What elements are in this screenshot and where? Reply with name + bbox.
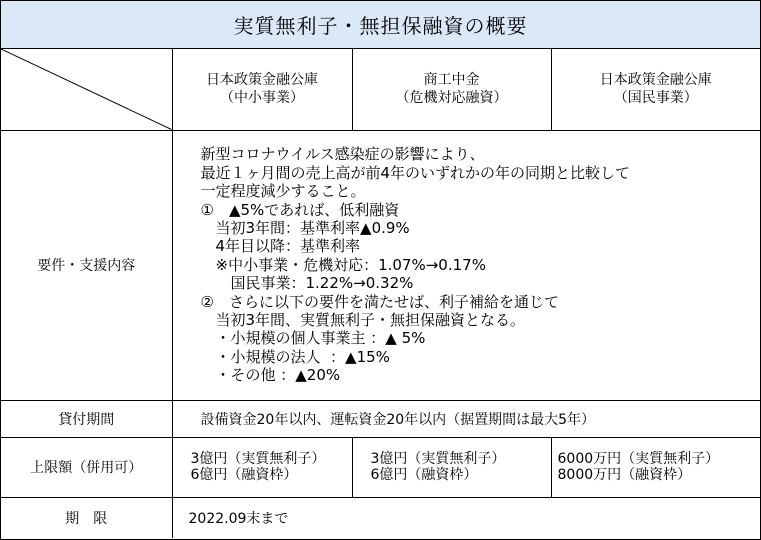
limit-line1: 6000万円（実質無利子） [557,451,720,467]
requirements-line: 新型コロナウイルス感染症の影響により、 [200,145,485,164]
column-header-line1: 商工中金 [423,72,480,89]
requirements-label: 要件・支援内容 [1,130,172,400]
requirements-line: ・その他 ：▲20% [200,366,341,385]
limit-cell-jfc-sme [172,437,352,497]
requirements-line: 当初3年間：基準利率▲0.9% [200,218,410,237]
limit-line2: 6億円（融資枠） [370,467,478,483]
loan-period-label: 貸付期間 [1,400,172,437]
diagonal-line [1,49,172,130]
deadline-value: 2022.09末まで [172,497,760,538]
requirements-line: 当初3年間、実質無利子・無担保融資となる。 [200,311,526,330]
limit-line2: 8000万円（融資枠） [557,467,692,483]
corner-cell [1,49,172,130]
limit-line1: 3億円（実質無利子） [370,451,506,467]
deadline-row [1,497,760,538]
column-header-line2: （中小事業） [220,90,304,107]
loan-period-value: 設備資金20年以内、運転資金20年以内（据置期間は最大5年） [172,400,760,437]
requirements-line: ① ▲5%であれば、低利融資 [200,200,400,219]
column-header-line2: （国民事業） [613,90,698,107]
requirements-line: ・小規模の法人 ：▲15% [200,347,390,366]
requirements-row [1,130,760,400]
requirements-line: 4年目以降：基準利率 [200,237,361,256]
limit-row [1,437,760,497]
requirements-content [172,130,760,400]
deadline-label: 期 限 [1,497,172,538]
column-header-shoko-chukin [352,49,551,130]
requirements-text [173,137,761,392]
limit-label: 上限額（併用可） [1,437,172,497]
limit-cell-shoko-chukin [352,437,551,497]
loan-period-row [1,400,760,437]
requirements-line: ② さらに以下の要件を満たせば、利子補給を通じて [200,292,559,311]
requirements-line: 一定程度減少すること。 [200,182,366,201]
limit-line1: 3億円（実質無利子） [190,451,326,467]
header-row [1,49,760,130]
column-header-line2: （危機対応融資） [395,90,508,107]
requirements-line: 最近１ヶ月間の売上高が前4年のいずれかの年の同期と比較して [200,163,631,182]
requirements-line: ・小規模の個人事業主 ：▲ 5% [200,329,426,348]
column-header-line1: 日本政策金融公庫 [599,72,712,89]
requirements-line: 国民事業：1.22%→0.32% [200,274,414,293]
table-title: 実質無利子・無担保融資の概要 [1,1,760,49]
column-header-jfc-sme [172,49,352,130]
summary-table [1,49,760,538]
column-header-line1: 日本政策金融公庫 [206,72,318,89]
limit-line2: 6億円（融資枠） [190,467,298,483]
requirements-line: ※中小事業・危機対応：1.07%→0.17% [200,255,486,274]
limit-cell-jfc-micro [551,437,760,497]
column-header-jfc-micro [551,49,760,130]
